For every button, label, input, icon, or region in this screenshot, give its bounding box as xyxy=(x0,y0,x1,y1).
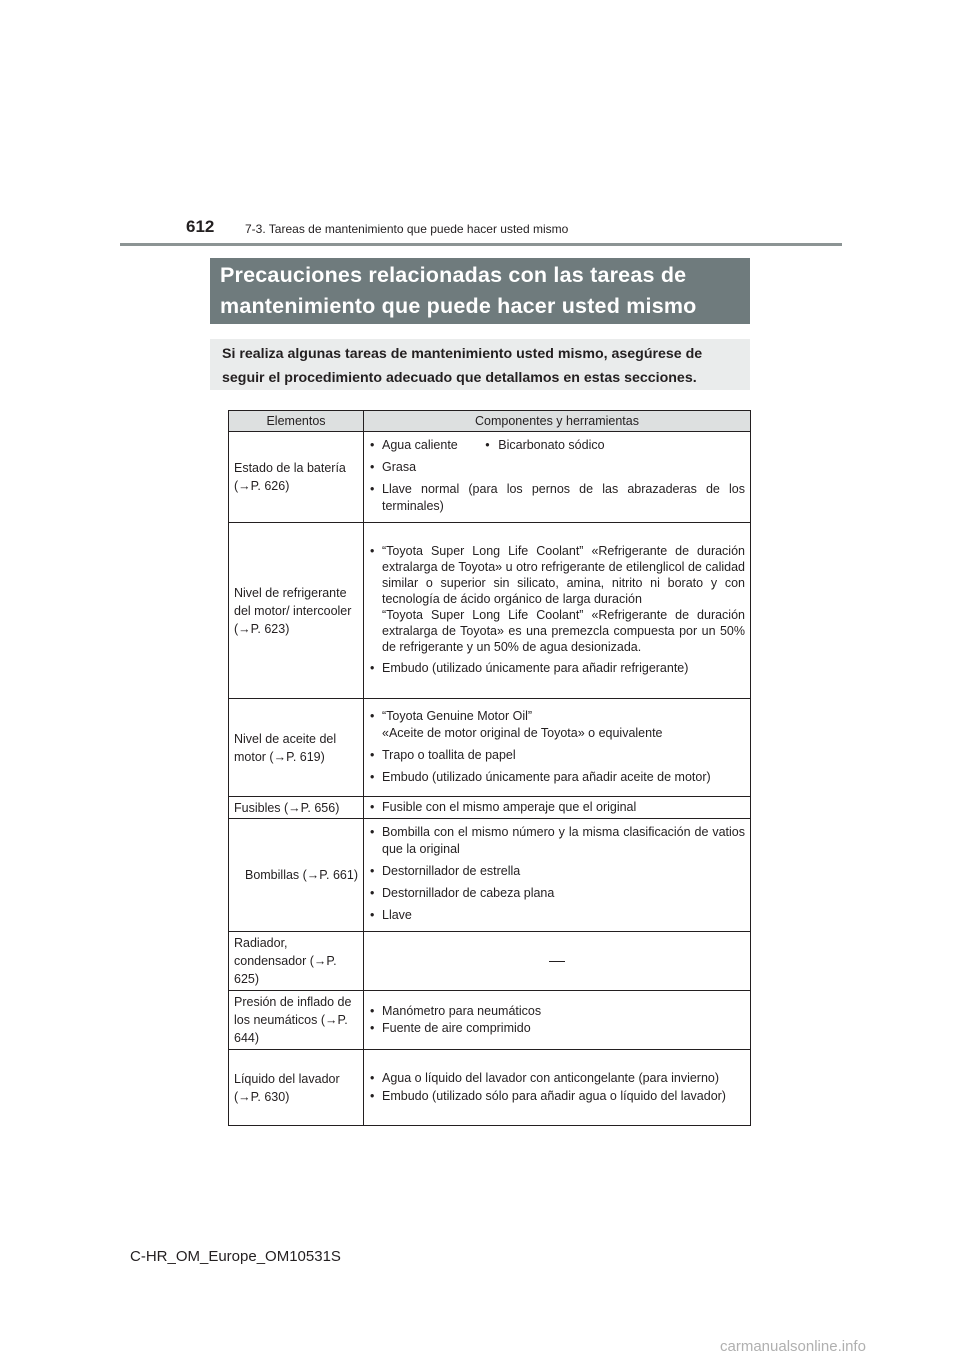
intro-box xyxy=(210,339,750,390)
item-text: Agua caliente xyxy=(382,438,458,452)
intro-line-2: seguir el procedimiento adecuado que detallamos en estas secciones. xyxy=(222,370,697,386)
header-divider xyxy=(120,243,842,246)
title-line-2: mantenimiento que puede hacer usted mismo xyxy=(220,294,697,318)
element-cell: Nivel de aceite del motor (→P. 619) xyxy=(229,699,364,797)
table-row xyxy=(229,699,751,797)
table-header-row xyxy=(229,411,751,432)
item-text-inner: Bicarbonato sódico xyxy=(498,438,605,452)
document-id: C-HR_OM_Europe_OM10531S xyxy=(130,1248,341,1265)
element-cell: Nivel de refrigerante del motor/ intercooler (→P. 623) xyxy=(229,523,364,699)
element-cell: Fusibles (→P. 656) xyxy=(229,797,364,819)
header-components: Componentes y herramientas xyxy=(364,411,751,432)
list-item: • Llave normal (para los pernos de las abrazaderas de los terminales) xyxy=(369,481,745,515)
list-item xyxy=(369,437,745,454)
section-heading: 7-3. Tareas de mantenimiento que puede hacer usted mismo xyxy=(245,222,569,236)
components-cell xyxy=(364,797,751,819)
title-line-1: Precauciones relacionadas con las tareas de xyxy=(220,263,687,287)
list-item: • Trapo o toallita de papel xyxy=(369,747,745,764)
components-cell xyxy=(364,819,751,932)
table-row xyxy=(229,819,751,932)
table-row xyxy=(229,797,751,819)
list-item xyxy=(369,708,745,742)
list-item: • Fuente de aire comprimido xyxy=(369,1020,745,1037)
list-item xyxy=(369,543,745,655)
item-text: «Aceite de motor original de Toyota» o equivalente xyxy=(382,725,663,740)
table-row xyxy=(229,991,751,1050)
table-row xyxy=(229,1050,751,1126)
components-cell xyxy=(364,991,751,1050)
components-cell xyxy=(364,432,751,523)
intro-line-1: Si realiza algunas tareas de mantenimiento usted mismo, asegúrese de xyxy=(222,346,703,362)
item-text: • Bicarbonato sódico xyxy=(485,438,605,452)
element-cell: Bombillas (→P. 661) xyxy=(229,819,364,932)
list-item: • Agua o líquido del lavador con anticongelante (para invierno) xyxy=(369,1070,745,1087)
table-row xyxy=(229,432,751,523)
watermark: carmanualsonline.info xyxy=(720,1338,866,1355)
page-title xyxy=(210,258,750,324)
list-item: • Destornillador de estrella xyxy=(369,863,745,880)
list-item: • Destornillador de cabeza plana xyxy=(369,885,745,902)
list-item: • Embudo (utilizado únicamente para añadir refrigerante) xyxy=(369,660,745,677)
element-cell: Radiador, condensador (→P. 625) xyxy=(229,932,364,991)
table-row xyxy=(229,523,751,699)
item-text: “Toyota Super Long Life Coolant” «Refrigerante de duración extralarga de Toyota» u otro refrigerante de etilenglicol de calidad similar o superior sin silicato, amina, nitrito ni borato y con tecnología de ácido orgánico de larga duración xyxy=(382,543,745,606)
components-cell xyxy=(364,932,751,991)
list-item: • Embudo (utilizado únicamente para añadir aceite de motor) xyxy=(369,769,745,786)
components-cell xyxy=(364,1050,751,1126)
element-cell: Líquido del lavador (→P. 630) xyxy=(229,1050,364,1126)
page-number: 612 xyxy=(186,217,215,236)
list-item: • Llave xyxy=(369,907,745,924)
maintenance-table xyxy=(228,410,751,1126)
list-item: • Embudo (utilizado sólo para añadir agua o líquido del lavador) xyxy=(369,1088,745,1105)
components-cell xyxy=(364,699,751,797)
components-cell xyxy=(364,523,751,699)
item-text: “Toyota Super Long Life Coolant” «Refrigerante de duración extralarga de Toyota» es una premezcla compuesta por un 50% de refrigerante y un 50% de agua desionizada. xyxy=(382,607,745,654)
element-cell: Estado de la batería (→P. 626) xyxy=(229,432,364,523)
item-text: “Toyota Genuine Motor Oil” xyxy=(382,708,533,723)
list-item: • Bombilla con el mismo número y la misma clasificación de vatios que la original xyxy=(369,824,745,858)
header-elements: Elementos xyxy=(229,411,364,432)
table-row xyxy=(229,932,751,991)
empty-dash xyxy=(549,961,565,962)
list-item: • Grasa xyxy=(369,459,745,476)
element-cell: Presión de inflado de los neumáticos (→P. 644) xyxy=(229,991,364,1050)
list-item: • Manómetro para neumáticos xyxy=(369,1003,745,1020)
list-item: • Fusible con el mismo amperaje que el original xyxy=(369,799,745,816)
